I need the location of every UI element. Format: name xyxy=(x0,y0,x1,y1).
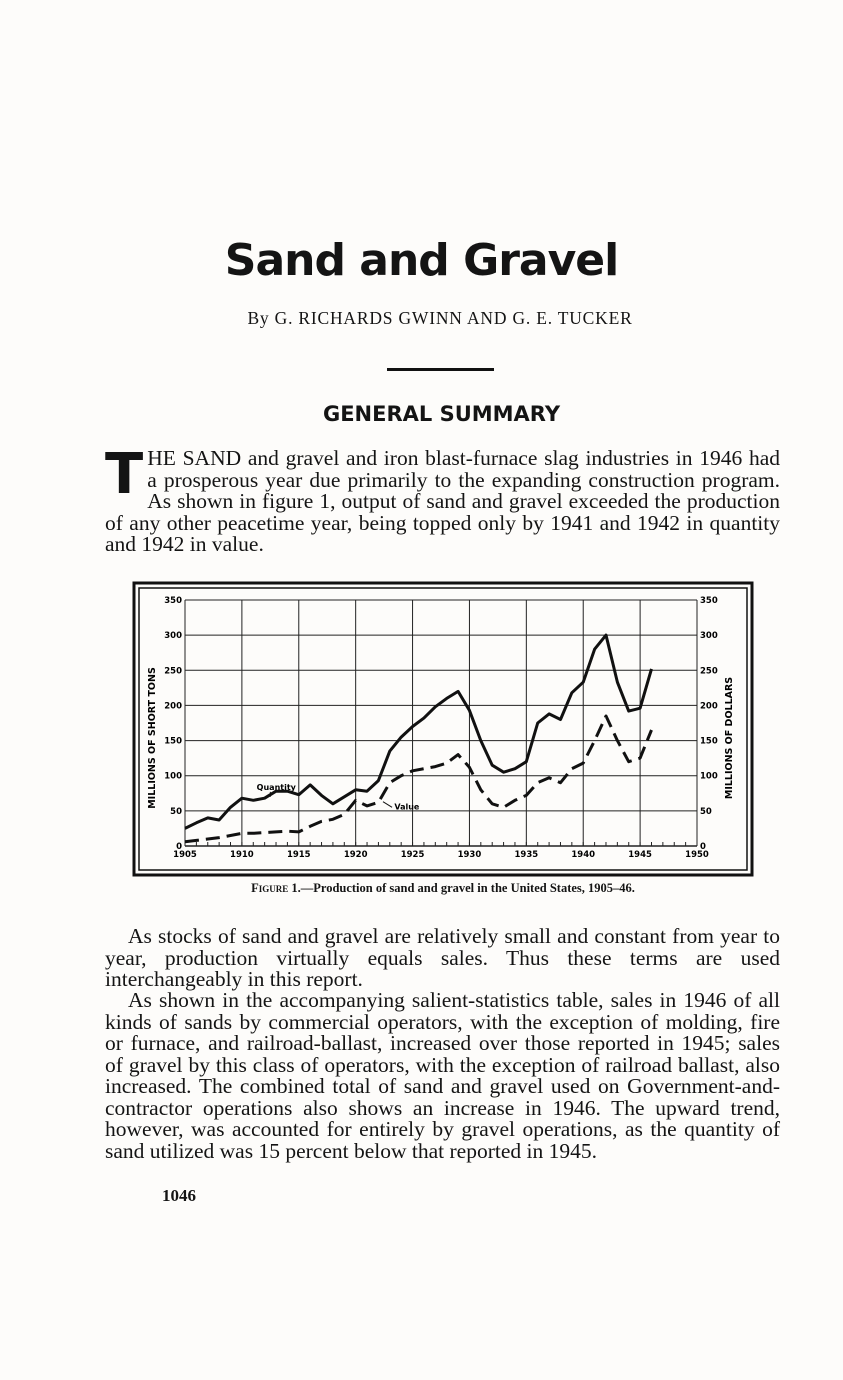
chart-outer-frame xyxy=(134,583,752,875)
y-right-tick-label: 350 xyxy=(700,596,718,606)
x-tick-label: 1915 xyxy=(286,850,311,860)
page-title: Sand and Gravel xyxy=(224,235,619,286)
paragraph-2: As shown in the accompanying salient-statistics table, sales in 1946 of all kinds of sands by commercial operators, with the exception of molding, fire or furnace, and railroad-ballast, increased over those reported in 1945; sales of gravel by this class of operators, with the exception of railroad ballast, also increased. The combined total of sand and gravel used on Government-and-contractor operations also shows an increase in 1946. The upward trend, however, was accounted for entirely by gravel operations, as the quantity of sand utilized was 15 percent below that reported in 1945. xyxy=(105,988,780,1163)
figure-caption xyxy=(0,881,843,896)
y-axis-right-label: MILLIONS OF DOLLARS xyxy=(724,676,735,800)
series-line-value xyxy=(185,716,652,842)
y-right-tick-label: 250 xyxy=(700,666,718,677)
lead-paragraph xyxy=(105,442,780,556)
y-right-tick-label: 50 xyxy=(700,806,712,817)
y-left-tick-label: 200 xyxy=(164,701,182,712)
x-tick-label: 1950 xyxy=(685,850,709,860)
x-tick-label: 1930 xyxy=(457,850,482,860)
series-line-quantity xyxy=(185,635,652,828)
y-left-tick-label: 300 xyxy=(164,631,182,642)
y-left-tick-label: 50 xyxy=(170,806,182,817)
title-rule xyxy=(387,368,494,371)
y-right-tick-label: 300 xyxy=(700,631,718,642)
y-right-tick-label: 100 xyxy=(700,771,718,782)
x-axis xyxy=(173,850,709,860)
y-right-tick-label: 0 xyxy=(700,842,706,852)
x-tick-label: 1940 xyxy=(571,850,596,860)
page-number: 1046 xyxy=(162,1186,196,1205)
y-axis-left xyxy=(164,596,182,852)
y-left-tick-label: 350 xyxy=(164,596,182,606)
x-tick-label: 1925 xyxy=(400,850,425,860)
x-tick-label: 1910 xyxy=(230,850,254,860)
lead-text: HE SAND and gravel and iron blast-furnace slag industries in 1946 had a prosperous year due primarily to the expanding construction program. As shown in figure 1, output of sand and gravel exceeded the production of any other peacetime year, being topped only by 1941 and 1942 in quantity and 1942 in value. xyxy=(105,446,780,556)
annotation-value-pointer xyxy=(383,802,392,808)
chart-annotations xyxy=(257,783,420,812)
x-tick-label: 1945 xyxy=(628,850,652,860)
figure-caption-label: Figure 1. xyxy=(251,881,301,895)
x-tick-label: 1935 xyxy=(514,850,539,860)
y-right-tick-label: 150 xyxy=(700,736,718,747)
y-left-tick-label: 150 xyxy=(164,736,182,747)
x-tick-label: 1920 xyxy=(343,850,368,860)
y-left-tick-label: 250 xyxy=(164,666,182,677)
section-heading: GENERAL SUMMARY xyxy=(322,402,561,426)
byline: By G. RICHARDS GWINN AND G. E. TUCKER xyxy=(247,308,633,328)
y-axis-left-label: MILLIONS OF SHORT TONS xyxy=(147,667,158,809)
x-tick-label: 1905 xyxy=(173,850,197,860)
chart-grid xyxy=(185,600,697,846)
y-axis-right xyxy=(700,596,718,852)
y-left-tick-label: 0 xyxy=(176,842,182,852)
figure-1-chart xyxy=(132,581,754,881)
drop-cap: T xyxy=(105,442,144,507)
annotation-quantity: Quantity xyxy=(256,782,296,792)
y-left-tick-label: 100 xyxy=(164,771,182,782)
y-right-tick-label: 200 xyxy=(700,701,718,712)
figure-caption-text: —Production of sand and gravel in the United States, 1905–46. xyxy=(300,881,635,895)
annotation-value: Value xyxy=(394,802,420,812)
paragraph-1: As stocks of sand and gravel are relatively small and constant from year to year, production virtually equals sales. Thus these terms are used interchangeably in this report. xyxy=(105,924,780,991)
chart-inner-frame xyxy=(139,588,747,870)
